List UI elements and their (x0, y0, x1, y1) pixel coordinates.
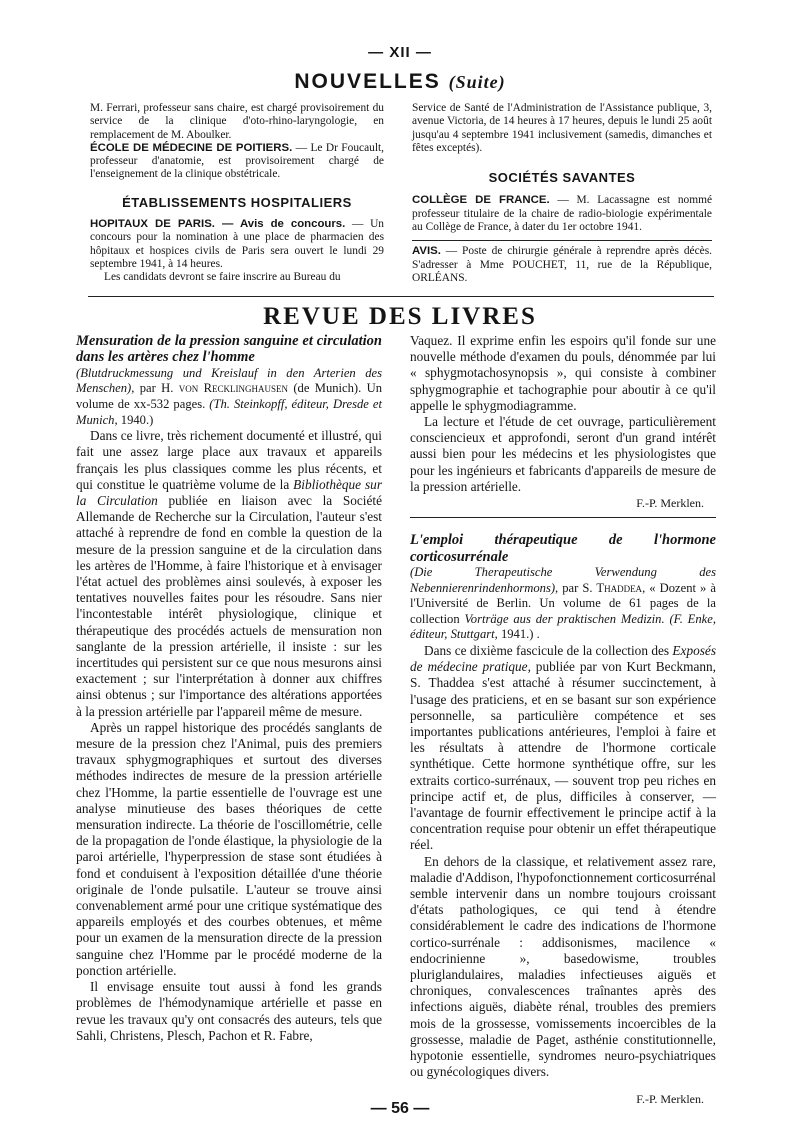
book2-p1-italic: Exposés de médecine pratique, (410, 643, 716, 675)
revue-right-column (410, 333, 716, 1107)
revue-des-livres-heading: REVUE DES LIVRES (263, 303, 537, 330)
book1-author: von Recklinghausen (178, 381, 288, 396)
book1-pub1: (de Munich). Un volume de xx-532 pages. (76, 381, 382, 411)
book2-publisher: (F. Enke, éditeur, Stuttgart, (410, 611, 716, 642)
book2-p1b: publiée par von Kurt Beckmann, S. Thaddea s'est attaché à résumer succinctement, à l'usage des praticiens, et en se basant sur son expérience personnelle, sa particulière compétence et ses importantes publications antérieures, l'emploi à faire et les résultats à attendre de l'hormone corticale synthétique. Cette hormone synthétique offre, sur les extraits cortico-surrénaux, — souvent trop peu riches en principe actif et, de plus, difficiles à conserver, — l'avantage de fournir effectivement le principe actif à la concentration requise pour obtenir un effet thérapeutique réel. (410, 659, 716, 853)
book1-paragraph-5: La lecture et l'étude de cet ouvrage, particulièrement consciencieux et approfondi, seront d'un grand intérêt aussi bien pour les médecins et les physiologistes que pour les ingénieurs et fabricants d'appareils de mesure de la pression artérielle. (410, 414, 716, 494)
book1-subtitle: (Blutdruckmessung und Kreislauf in den Arterien des Menschen) (76, 365, 382, 396)
college-text: — M. Lacassagne est nommé professeur titulaire de la chaire de radio-biologie expérimentale au Collège de France, à dater du 1er octobre 1941. (412, 194, 712, 234)
book1-p1-italic: Bibliothèque sur la Circulation (76, 476, 382, 508)
book2-p1a: Dans ce dixième fascicule de la collection des (424, 643, 673, 659)
revue-left-column (76, 333, 382, 1044)
book2-author: S. Thaddea (582, 580, 643, 595)
ferrari-paragraph: M. Ferrari, professeur sans chaire, est chargé provisoirement du service de la clinique d'oto-rhino-laryngologie, en remplacement de M. Aboulker. (90, 102, 384, 141)
book2-by: , par (555, 580, 583, 595)
societes-heading: SOCIÉTÉS SAVANTES (488, 170, 636, 186)
book1-signature: F.-P. Merklen. (636, 496, 704, 511)
section-title-nouvelles (0, 70, 800, 94)
book2-paragraph-1 (410, 643, 716, 854)
book2-collection: Vorträge aus der praktischen Medizin. (464, 611, 665, 626)
book1-paragraph-2: Après un rappel historique des procédés sanglants de mesure de la pression chez l'Animal, puis des premiers travaux sphygmographiques et surtout des diverses méthodes indirectes de mesure de la pression artérielle chez l'Homme, la partie essentielle de l'ouvrage est une analyse minutieuse des bases théoriques de cette mensuration indirecte. La théorie de l'oscillométrie, celle de la propagation de l'onde élastique, la physiologie de la paroi artérielle, l'hyperpression de stase sont étudiées à fond et conduisent à l'exposition détaillée d'une théorie originale de l'onde pulsatile. L'auteur se trouve ainsi convenablement armé pour une critique systématique des appareils employés et des courbes obtenues, et même pour un examen de la mensuration directe de la pression sanguine chez l'Homme par le procédé moderne de la ponction artérielle. (76, 719, 382, 978)
hopitaux-label: HOPITAUX DE PARIS. (90, 218, 215, 231)
nouvelles-right-column (412, 102, 712, 285)
page-number: — 56 — (370, 1100, 430, 1117)
poitiers-text: — Le Dr Foucault, professeur d'anatomie, est provisoirement chargé de l'enseignement de la clinique obstétricale. (90, 141, 384, 181)
book1-p1: Dans ce livre, très richement documenté et illustré, qui fait une assez large place aux travaux et appareils français les plus classiques comme les plus récents, et qui constitue le quatrième volume de la (76, 428, 382, 492)
avis-paragraph (412, 245, 712, 285)
college-label: COLLÈGE DE FRANCE. (412, 194, 550, 207)
book2-paragraph-2: En dehors de la classique, et relativement assez rare, maladie d'Addison, l'hypofonctionnement corticosurrénal semble intervenir dans un nombre toujours croissant d'états pathologiques, ce qui tend à étendre considérablement le cadre des indications de l'hormone cortico-surrénale : addisonismes, macilence « endocrinienne », basedowisme, troubles pluriglandulaires, maladies infectieuses aiguës et chroniques, convalescences traînantes après des infections aiguës, diabète rénal, troubles des premiers mois de la grossesse, vomissements incoercibles de la grossesse, maladie de Paget, asthénie constitutionnelle, hypotonie essentielle, syndromes neuro-psychiatriques ou gynécologiques divers. (410, 853, 716, 1080)
assistance-paragraph: Service de Santé de l'Administration de l'Assistance publique, 3, avenue Victoria, de 14 heures à 17 heures, depuis le lundi 25 août jusqu'au 4 septembre 1941 inclusivement (samedis, dimanches et fêtes exceptés). (412, 102, 712, 154)
poitiers-label: ÉCOLE DE MÉDECINE DE POITIERS. (90, 141, 293, 154)
book1-paragraph-4: Vaquez. Il exprime enfin les espoirs qu'il fonde sur une nouvelle méthode d'examen du pouls, dénommée par lui « sphygmotachosynopsis », qui consiste à combiner sphygmographie et tachographie pour aboutir à ce qu'il appelle le sphygmodiagramme. (410, 333, 716, 413)
book1-paragraph-3: Il envisage ensuite tout aussi à fond les grands problèmes de l'hémodynamique artérielle et passe en revue les travaux qu'y ont consacrés des auteurs, tels que Sahli, Christens, Plesch, Pachon et R. Fabre, (76, 979, 382, 1043)
roman-page-number: — XII — (368, 44, 432, 61)
book2-reference (410, 565, 716, 643)
avis-label: AVIS. (412, 245, 441, 258)
hopitaux-sub: — Avis de concours. (214, 218, 346, 231)
nouvelles-suite: (Suite) (448, 72, 506, 92)
avis-divider (412, 240, 712, 241)
book-divider (410, 517, 716, 518)
avis-text: — Poste de chirurgie générale à reprendre après décès. S'adresser à Mme POUCHET, 11, rue de la République, ORLÉANS. (412, 245, 712, 284)
book2-pub2: 1941.) . (497, 627, 540, 642)
nouvelles-title: NOUVELLES (294, 70, 441, 93)
etablissements-heading: ÉTABLISSEMENTS HOSPITALIERS (122, 194, 352, 210)
poitiers-paragraph (90, 142, 384, 182)
book1-publisher: (Th. Steinkopff, éditeur, Dresde et Munich, (76, 397, 382, 427)
book2-title: L'emploi thérapeutique de l'hormone corticosurrénale (410, 532, 716, 565)
book2-signature: F.-P. Merklen. (636, 1091, 704, 1106)
book2-subtitle: (Die Therapeutische Verwendung des Nebennierenrindenhormons) (410, 565, 716, 595)
book1-by: , par H. (131, 381, 179, 396)
nouvelles-left-column (90, 102, 384, 285)
candidats-line: Les candidats devront se faire inscrire au Bureau du (104, 271, 341, 284)
hopitaux-paragraph (90, 218, 384, 271)
book1-pub2: 1940.) (117, 412, 154, 427)
book1-title: Mensuration de la pression sanguine et circulation dans les artères chez l'homme (76, 333, 382, 366)
book1-paragraph-1 (76, 428, 382, 720)
book1-p1b: publiée en liaison avec la Société Allemande de Recherche sur la Circulation, l'auteur s'est attaché à reprendre de fond en comble la question de la mesure de la pression sanguine et de la circulation dans les artères de l'Homme, à faire l'historique et à envisager l'état actuel des problèmes ainsi soulevés, à exposer les tentatives nouvelles faites pour les résoudre. Sans nier l'incontestable intérêt physiologique, clinique et thérapeutique des procédés actuels de mensuration non sanglante de la pression artérielle, il insiste : sur les incertitudes qui persistent sur ce que nous mesurons ainsi exactement ; sur l'interprétation à donner aux chiffres ainsi obtenus ; sur l'importance des altérations apportées à la pression artérielle par l'appareil même de mesure. (76, 493, 382, 719)
section-divider (88, 296, 714, 297)
hopitaux-text: — Un concours pour la nomination à une place de pharmacien des hôpitaux et hospices civils de Paris sera ouvert le lundi 29 septembre 1941, à 14 heures. (90, 218, 384, 270)
book1-reference (76, 366, 382, 428)
book2-pub1: , « Dozent » à l'Université de Berlin. Un volume de 61 pages de la collection (410, 580, 716, 626)
college-paragraph (412, 194, 712, 234)
